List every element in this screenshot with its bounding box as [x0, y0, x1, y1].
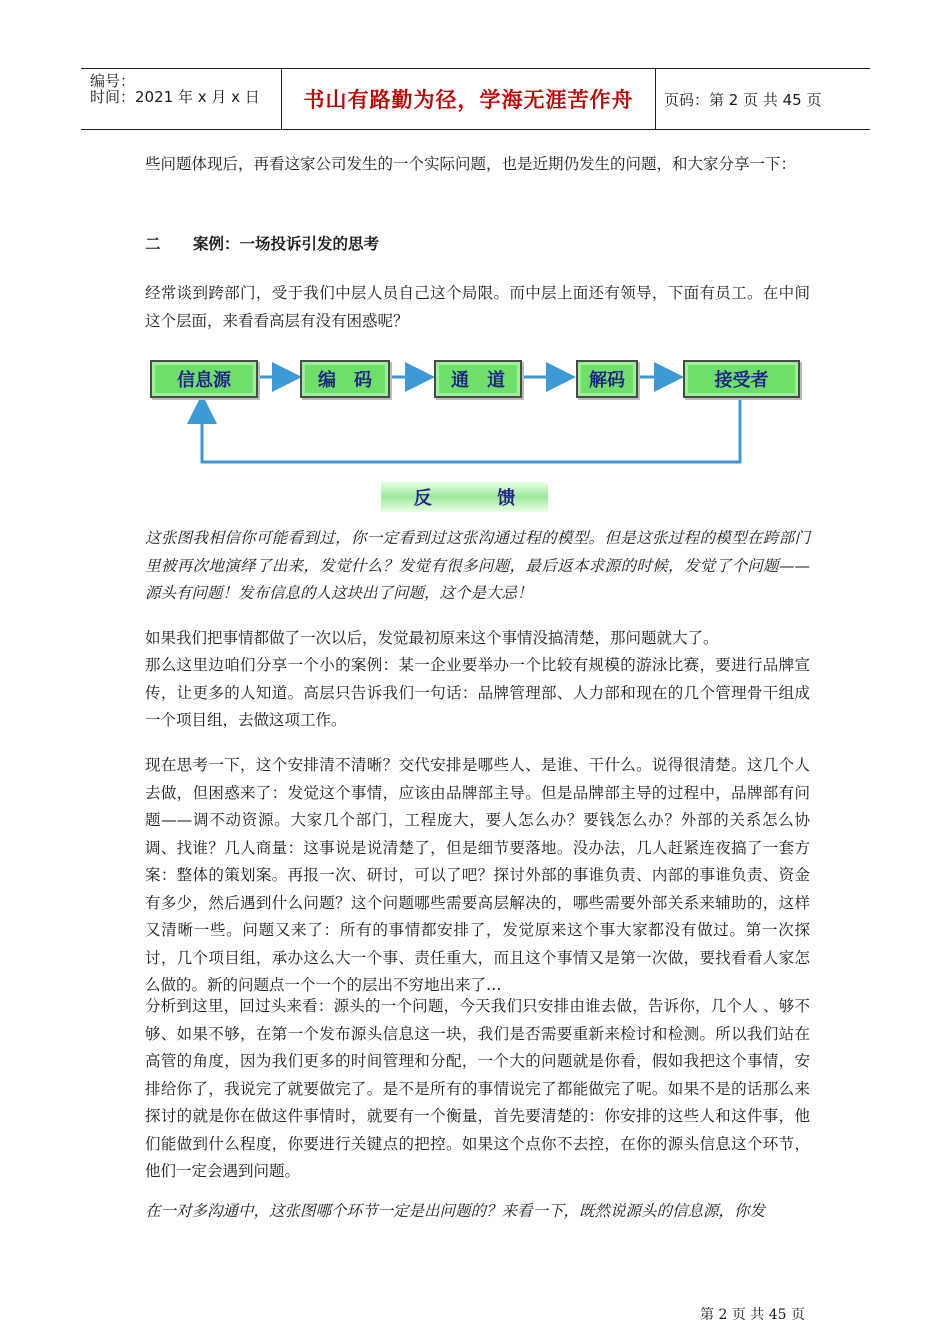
paragraph-case-intro: 那么这里边咱们分享一个小的案例：某一企业要举办一个比较有规模的游泳比赛，要进行品牌宣传，让更多的人知道。高层只告诉我们一句话：品牌管理部、人力部和现在的几个管理骨干组成一个项目组，去做这项工作。 [145, 656, 810, 729]
node-decoding: 解码 [576, 360, 638, 398]
header-page-number: 页码：第 2 页 共 45 页 [664, 90, 822, 109]
paragraph-cross-department: 经常谈到跨部门，受于我们中层人员自己这个局限。而中层上面还有领导，下面有员工。在中间这个层面，来看看高层有没有困惑呢？ [145, 284, 810, 330]
feedback-char-2: 馈 [497, 488, 516, 509]
section-number: 二 [145, 235, 161, 253]
paragraph-diagram-commentary: 这张图我相信你可能看到过，你一定看到过这张沟通过程的模型。但是这张过程的模型在跨部门里被再次地演绎了出来，发觉什么？发觉有很多问题，最后返本求源的时候，发觉了个问题——源头有问题！发布信息的人这块出了问题，这个是大忌！ [145, 529, 810, 602]
section-heading [145, 232, 379, 254]
header-motto: 书山有路勤为径，学海无涯苦作舟 [303, 88, 634, 112]
paragraph-source-problem: 如果我们把事情都做了一次以后，发觉最初原来这个事情没搞清楚，那问题就大了。 [145, 629, 719, 647]
node-information-source: 信息源 [150, 360, 258, 398]
document-number-label: 编号： [90, 72, 136, 90]
page-header [81, 68, 870, 130]
page-footer: 第 2 页 共 45 页 [700, 1307, 805, 1323]
paragraph-case-analysis: 现在思考一下，这个安排清不清晰？交代安排是哪些人、是谁、干什么。说得很清楚。这几个人去做，但困惑来了：发觉这个事情，应该由品牌部主导。但是品牌部主导的过程中，品牌部有问题——调不动资源。大家几个部门，工程庞大，要人怎么办？要钱怎么办？外部的关系怎么协调、找谁？几人商量：这事说是说清楚了，但是细节要落地。没办法，几人赶紧连夜搞了一套方案：整体的策划案。再报一次、研讨，可以了吧？探讨外部的事谁负责、内部的事谁负责、资金有多少，然后遇到什么问题？这个问题哪些需要高层解决的，哪些需要外部关系来辅助的，这样又清晰一些。问题又来了：所有的事情都安排了，发觉原来这个事大家都没有做过。第一次探讨，几个项目组，承办这么大一个事、责任重大，而且这个事情又是第一次做，要找看看人家怎么做的。新的问题点一个一个的层出不穷地出来了… [145, 756, 810, 994]
communication-model-diagram [150, 356, 805, 516]
section-title: 案例：一场投诉引发的思考 [193, 235, 380, 253]
arrow-feedback-loop [202, 396, 740, 462]
node-encoding: 编 码 [300, 360, 390, 398]
node-receiver: 接受者 [683, 360, 800, 398]
header-meta [81, 69, 281, 129]
document-time: 时间：2021 年 x 月 x 日 [90, 88, 260, 106]
paragraph-one-to-many: 在一对多沟通中，这张图哪个环节一定是出问题的？来看一下，既然说源头的信息源，你发 [145, 1202, 766, 1220]
paragraph-management-view: 分析到这里，回过头来看：源头的一个问题，今天我们只安排由谁去做，告诉你，几个人 、够不够、如果不够，在第一个发布源头信息这一块，我们是否需要重新来检讨和检测。所以我们站在高管的角度，因为我们更多的时间管理和分配，一个大的问题就是你看，假如我把这个事情，安排给你了，我说完了就要做完了。是不是所有的事情说完了都能做完了呢。如果不是的话那么来探讨的就是你在做这件事情时，就要有一个衡量，首先要清楚的：你安排的这些人和这件事，他们能做到什么程度，你要进行关键点的把控。如果这个点你不去控，在你的源头信息这个环节，他们一定会遇到问题。 [145, 997, 810, 1180]
header-motto-cell [281, 69, 656, 129]
feedback-char-1: 反 [413, 488, 432, 509]
node-channel: 通 道 [434, 360, 522, 398]
paragraph-intro: 些问题体现后，再看这家公司发生的一个实际问题，也是近期仍发生的问题，和大家分享一下： [145, 155, 797, 173]
node-feedback [381, 482, 548, 512]
